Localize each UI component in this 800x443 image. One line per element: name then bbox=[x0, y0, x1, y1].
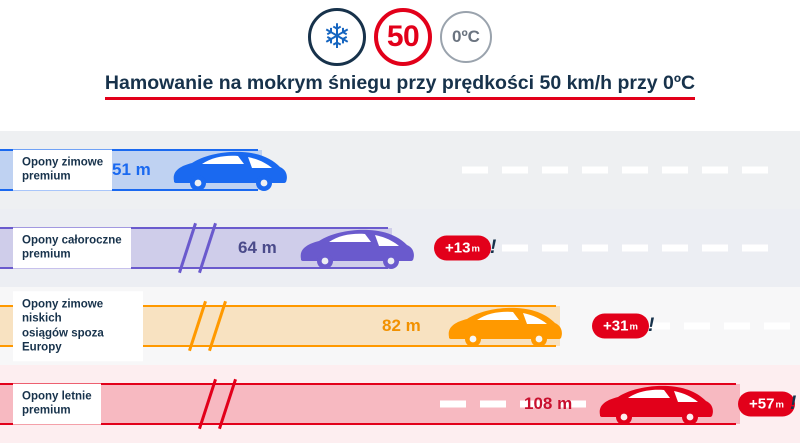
road-dash bbox=[702, 167, 728, 174]
chart-row-winter-premium bbox=[0, 131, 800, 209]
row-label-line-2: osiągów spoza Europy bbox=[22, 327, 104, 354]
title-underline bbox=[105, 97, 695, 100]
road-dash bbox=[742, 245, 768, 252]
road-dash bbox=[662, 167, 688, 174]
road-dash bbox=[582, 245, 608, 252]
row-label-line-1: Opony zimowe niskich bbox=[22, 298, 104, 325]
delta-unit: m bbox=[471, 243, 480, 255]
road-dash bbox=[742, 167, 768, 174]
speed-value: 50 bbox=[386, 20, 420, 53]
chart-row-summer-premium bbox=[0, 365, 800, 443]
road-dash bbox=[440, 401, 466, 408]
chart-title-text: Hamowanie na mokrym śniegu przy prędkości 50 km/h przy 0ºC bbox=[104, 72, 696, 94]
road-dash bbox=[502, 167, 528, 174]
row-label-non-eu-winter bbox=[14, 292, 142, 360]
road-dash bbox=[622, 167, 648, 174]
chart-row-non-eu-winter bbox=[0, 287, 800, 365]
speed-limit-badge bbox=[374, 8, 432, 66]
temperature-badge bbox=[440, 11, 492, 63]
row-label-line-1: Opony letnie bbox=[22, 390, 92, 403]
temperature-value: 0ºC bbox=[452, 27, 480, 46]
road-dash bbox=[764, 323, 790, 330]
chart-title-wrap bbox=[0, 72, 800, 104]
road-dash bbox=[724, 323, 750, 330]
road-dashes bbox=[462, 167, 792, 174]
car-icon bbox=[168, 145, 290, 195]
road-dash bbox=[662, 245, 688, 252]
car-icon bbox=[443, 301, 565, 351]
car-winter-premium bbox=[168, 145, 290, 195]
row-label-line-1: Opony zimowe bbox=[22, 156, 104, 169]
delta-unit: m bbox=[629, 321, 638, 333]
row-label-summer-premium bbox=[14, 385, 100, 424]
delta-value: +31 bbox=[603, 317, 629, 335]
row-label-line-2: premium bbox=[22, 405, 71, 417]
chart-title bbox=[105, 72, 695, 104]
delta-unit: m bbox=[775, 399, 784, 411]
road-dash bbox=[480, 401, 506, 408]
row-label-line-2: premium bbox=[22, 171, 71, 183]
distance-value-summer-premium: 108 m bbox=[524, 394, 573, 413]
braking-distance-chart bbox=[0, 131, 800, 443]
car-icon bbox=[594, 379, 716, 429]
car-non-eu-winter bbox=[443, 301, 565, 351]
road-dash bbox=[542, 167, 568, 174]
row-label-all-season-premium bbox=[14, 229, 130, 268]
delta-badge-non-eu-winter bbox=[592, 314, 649, 339]
snowflake-icon: ❄ bbox=[322, 18, 352, 56]
car-icon bbox=[295, 223, 417, 273]
row-label-winter-premium bbox=[14, 151, 111, 190]
chart-row-all-season-premium bbox=[0, 209, 800, 287]
delta-badge-summer-premium bbox=[738, 392, 795, 417]
car-all-season-premium bbox=[295, 223, 417, 273]
road-dashes bbox=[462, 245, 792, 252]
road-dash bbox=[702, 245, 728, 252]
row-label-line-2: premium bbox=[22, 249, 71, 261]
road-dash bbox=[684, 323, 710, 330]
warning-exclamation-icon: ! bbox=[490, 237, 497, 258]
row-label-line-1: Opony całoroczne bbox=[22, 234, 122, 247]
road-dash bbox=[462, 167, 488, 174]
distance-value-all-season-premium: 64 m bbox=[238, 238, 277, 257]
road-dash bbox=[502, 245, 528, 252]
car-summer-premium bbox=[594, 379, 716, 429]
delta-value: +13 bbox=[445, 239, 471, 257]
snowflake-badge bbox=[308, 8, 366, 66]
road-dash bbox=[622, 245, 648, 252]
condition-icons bbox=[0, 6, 800, 68]
delta-value: +57 bbox=[749, 395, 775, 413]
distance-value-non-eu-winter: 82 m bbox=[382, 316, 421, 335]
warning-exclamation-icon: ! bbox=[790, 393, 797, 414]
delta-badge-all-season-premium bbox=[434, 236, 491, 261]
warning-exclamation-icon: ! bbox=[648, 315, 655, 336]
road-dash bbox=[582, 167, 608, 174]
distance-value-winter-premium: 51 m bbox=[112, 160, 151, 179]
road-dash bbox=[542, 245, 568, 252]
